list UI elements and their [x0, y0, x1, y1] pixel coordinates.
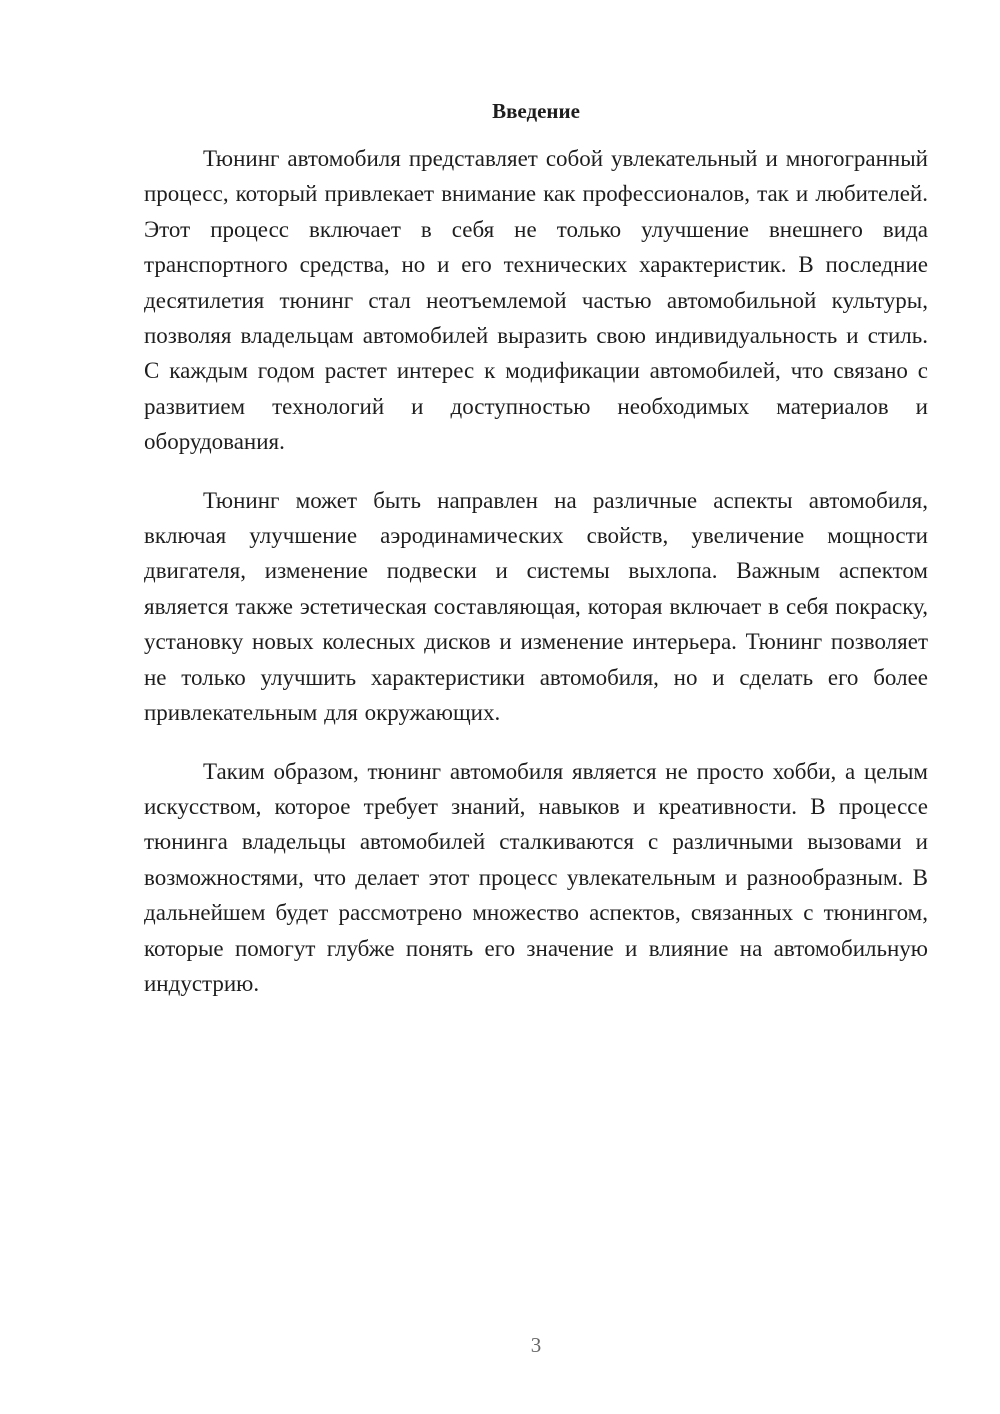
paragraph-1: Тюнинг автомобиля представляет собой увлекательный и многогранный процесс, который привлекает внимание как профессионалов, так и любителей. Этот процесс включает в себя не только улучшение внешнего вида транспортного средства, но и его технических характеристик. В последние десятилетия тюнинг стал неотъемлемой частью автомобильной культуры, позволяя владельцам автомобилей выразить свою индивидуальность и стиль. С каждым годом растет интерес к модификации автомобилей, что связано с развитием технологий и доступностью необходимых материалов и оборудования.	[144, 146, 928, 455]
page-title: Введение	[492, 99, 580, 123]
document-body	[144, 141, 928, 1024]
page-number: 3	[530, 1333, 542, 1357]
paragraph-3: Таким образом, тюнинг автомобиля является не просто хобби, а целым искусством, которое требует знаний, навыков и креативности. В процессе тюнинга владельцы автомобилей сталкиваются с различными вызовами и возможностями, что делает этот процесс увлекательным и разнообразным. В дальнейшем будет рассмотрено множество аспектов, связанных с тюнингом, которые помогут глубже понять его значение и влияние на автомобильную индустрию.	[144, 758, 928, 996]
paragraph-2: Тюнинг может быть направлен на различные аспекты автомобиля, включая улучшение аэродинамических свойств, увеличение мощности двигателя, изменение подвески и системы выхлопа. Важным аспектом является также эстетическая составляющая, которая включает в себя покраску, установку новых колесных дисков и изменение интерьера. Тюнинг позволяет не только улучшить характеристики автомобиля, но и сделать его более привлекательным для окружающих.	[144, 487, 928, 726]
